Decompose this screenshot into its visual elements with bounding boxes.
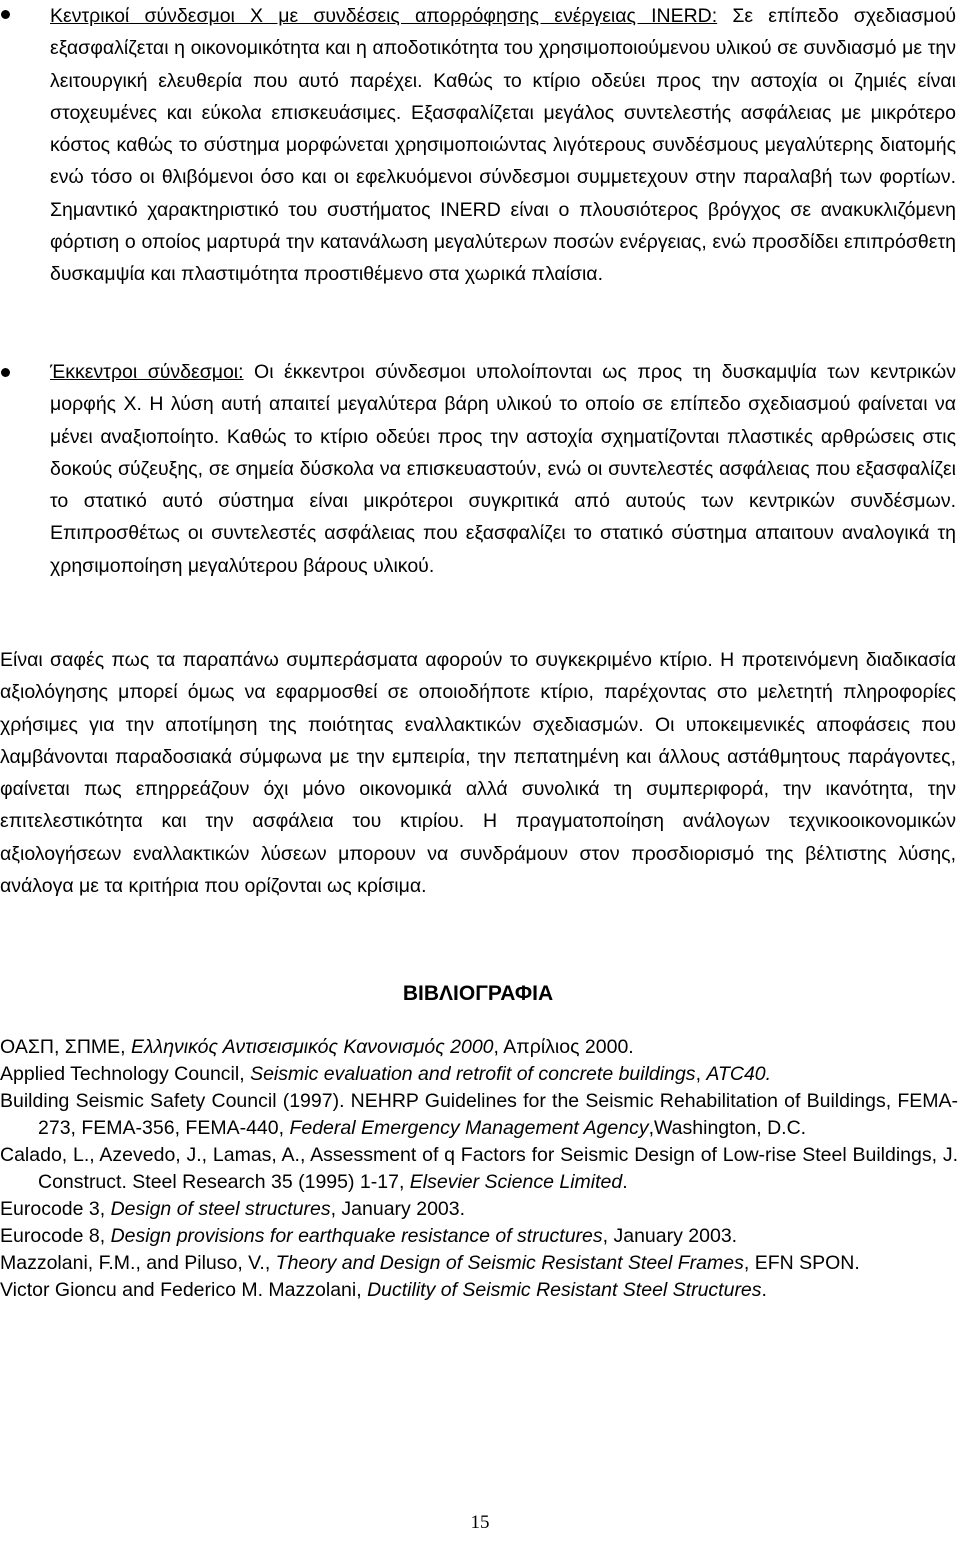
ref-text: . [761, 1279, 767, 1301]
ref-text: Eurocode 8, [0, 1225, 111, 1247]
bullet-term: Έκκεντροι σύνδεσμοι: [50, 361, 244, 383]
ref-title: Federal Emergency Management Agency [289, 1117, 649, 1139]
reference-entry [0, 1250, 958, 1277]
reference-entry [0, 1088, 958, 1142]
bullet-dot-icon [1, 368, 10, 377]
bullet-text: Σε επίπεδο σχεδιασμού εξασφαλίζεται η οικονομικότητα και η αποδοτικότητα του χρησιμοποιούμενου υλικού σε συνδιασμό με την λειτουργική ελευθερία που αυτό παρέχει. Καθώς το κτίριο οδεύει προς την αστοχία οι ζημιές είναι στοχευμένες και εύκολα επισκευάσιμες. Εξασφαλίζεται μεγάλος συντελεστής ασφάλειας με μικρότερο κόστος καθώς το σύστημα μορφώνεται χρησιμοποιώντας λιγότερους συνδέσμους μεγαλύτερης διατομής ενώ τόσο οι θλιβόμενοι όσο και οι εφελκυόμενοι σύνδεσμοι συμμετεχουν στην παραλαβή των φορτίων. Σημαντικό χαρακτηριστικό του συστήματος INERD είναι ο πλουσιότερος βρόγχος σε ανακυκλιζόμενη φόρτιση ο οποίος μαρτυρά την κατανάλωση μεγαλύτερων ποσών ενέργειας, ενώ προσδίδει επιπρόσθετη δυσκαμψία και πλαστιμότητα προστιθέμενο στα χωρικά πλαίσια. [50, 5, 956, 286]
ref-text: ΟΑΣΠ, ΣΠΜΕ, [0, 1036, 132, 1058]
ref-text: Eurocode 3, [0, 1198, 111, 1220]
ref-title: Seismic evaluation and retrofit of concrete buildings [250, 1063, 696, 1085]
bullet-item-inerd [0, 0, 960, 291]
ref-title: Ductility of Seismic Resistant Steel Structures [367, 1279, 762, 1301]
reference-entry [0, 1277, 958, 1304]
reference-entry [0, 1196, 958, 1223]
ref-title: ATC40. [706, 1063, 772, 1085]
reference-entry [0, 1142, 958, 1196]
reference-entry [0, 1061, 958, 1088]
bibliography-heading: ΒΙΒΛΙΟΓΡΑΦΙΑ [402, 982, 554, 1005]
reference-entry [0, 1223, 958, 1250]
ref-text: , [695, 1063, 707, 1085]
ref-text: Building Seismic Safety Council (1997). NEHRP Guidelines for the Seismic Rehabilitation of Buildings, FEMA-273, FEMA-356, FEMA-440, [0, 1090, 958, 1139]
bullet-text: Οι έκκεντροι σύνδεσμοι υπολοίπονται ως προς τη δυσκαμψία των κεντρικών μορφής Χ. Η λύση αυτή απαιτεί μεγαλύτερα βάρη υλικού το οποίο σε επίπεδο σχεδιασμού φαίνεται να μένει αναξιοποίητο. Καθώς το κτίριο οδεύει προς την αστοχία σχηματίζονται πλαστικές αρθρώσεις στις δοκούς σύζευξης, σε σημεία δύσκολα να επισκευαστούν, ενώ οι συντελεστές ασφάλειας που εξασφαλίζει το στατικό αυτό σύστημα είναι μικρότεροι συγκριτικά από αυτούς των κεντρικών συνδέσμων. Επιπροσθέτως οι συντελεστές ασφάλειας που εξασφαλίζει το στατικό σύστημα απαιτουν αναλογικά τη χρησιμοποίηση μεγαλύτερου βάρους υλικού. [50, 361, 956, 577]
conclusion-paragraph: Είναι σαφές πως τα παραπάνω συμπεράσματα αφορούν το συγκεκριμένο κτίριο. Η προτεινόμενη διαδικασία αξιολόγησης μπορεί όμως να εφαρμοσθεί σε οποιοδήποτε κτίριο, παρέχοντας στο μελετητή πληροφορίες χρήσιμες για την αποτίμηση της ποιότητας εναλλακτικών σχεδιασμών. Οι υποκειμενικές αποφάσεις που λαμβάνονται παραδοσιακά σύμφωνα με την εμπειρία, την πεπατημένη και άλλους αστάθμητους παράγοντες, φαίνεται πως επηρρεάζουν όχι μόνο οικονομικά αλλά συνολικά τη συμπεριφορά, την ικανότητα, την επιτελεστικότητα και την ασφάλεια του κτιρίου. Η πραγματοποίηση ανάλογων τεχνικοοικονομικών αξιολογήσεων εναλλακτικών λύσεων μπορουν να συνδράμουν στον προσδιορισμό της βέλτιστης λύσης, ανάλογα με τα κριτήρια που ορίζονται ως κρίσιμα. [0, 649, 956, 898]
ref-text: Victor Gioncu and Federico M. Mazzolani, [0, 1279, 368, 1301]
bibliography-list [0, 1034, 958, 1304]
bullet-paragraph [50, 356, 956, 582]
ref-text: Applied Technology Council, [0, 1063, 251, 1085]
ref-text: ,Washington, D.C. [648, 1117, 807, 1139]
bullet-term: Κεντρικοί σύνδεσμοι Χ με συνδέσεις απορρόφησης ενέργειας INERD: [50, 5, 718, 27]
ref-title: Ελληνικός Αντισεισμικός Κανονισμός 2000 [131, 1036, 494, 1058]
bullet-item-eccentric [0, 356, 960, 582]
ref-title: Design of steel structures [110, 1198, 331, 1220]
ref-text: , EFN SPON. [743, 1252, 860, 1274]
ref-title: Elsevier Science Limited [409, 1171, 623, 1193]
ref-title: Design provisions for earthquake resistance of structures [110, 1225, 603, 1247]
ref-text: , Απρίλιος 2000. [493, 1036, 634, 1058]
reference-entry [0, 1034, 958, 1061]
ref-text: . [622, 1171, 628, 1193]
ref-text: Calado, L., Azevedo, J., Lamas, A., Assessment of q Factors for Seismic Design of Low-rise Steel Buildings, J. Construct. Steel Research 35 (1995) 1-17, [0, 1144, 958, 1193]
bullet-dot-icon [1, 10, 10, 19]
ref-text: , January 2003. [602, 1225, 738, 1247]
bullet-paragraph [50, 0, 956, 291]
ref-title: Theory and Design of Seismic Resistant Steel Frames [275, 1252, 744, 1274]
ref-text: Mazzolani, F.M., and Piluso, V., [0, 1252, 276, 1274]
ref-text: , January 2003. [330, 1198, 466, 1220]
page-number: 15 [470, 1512, 490, 1533]
